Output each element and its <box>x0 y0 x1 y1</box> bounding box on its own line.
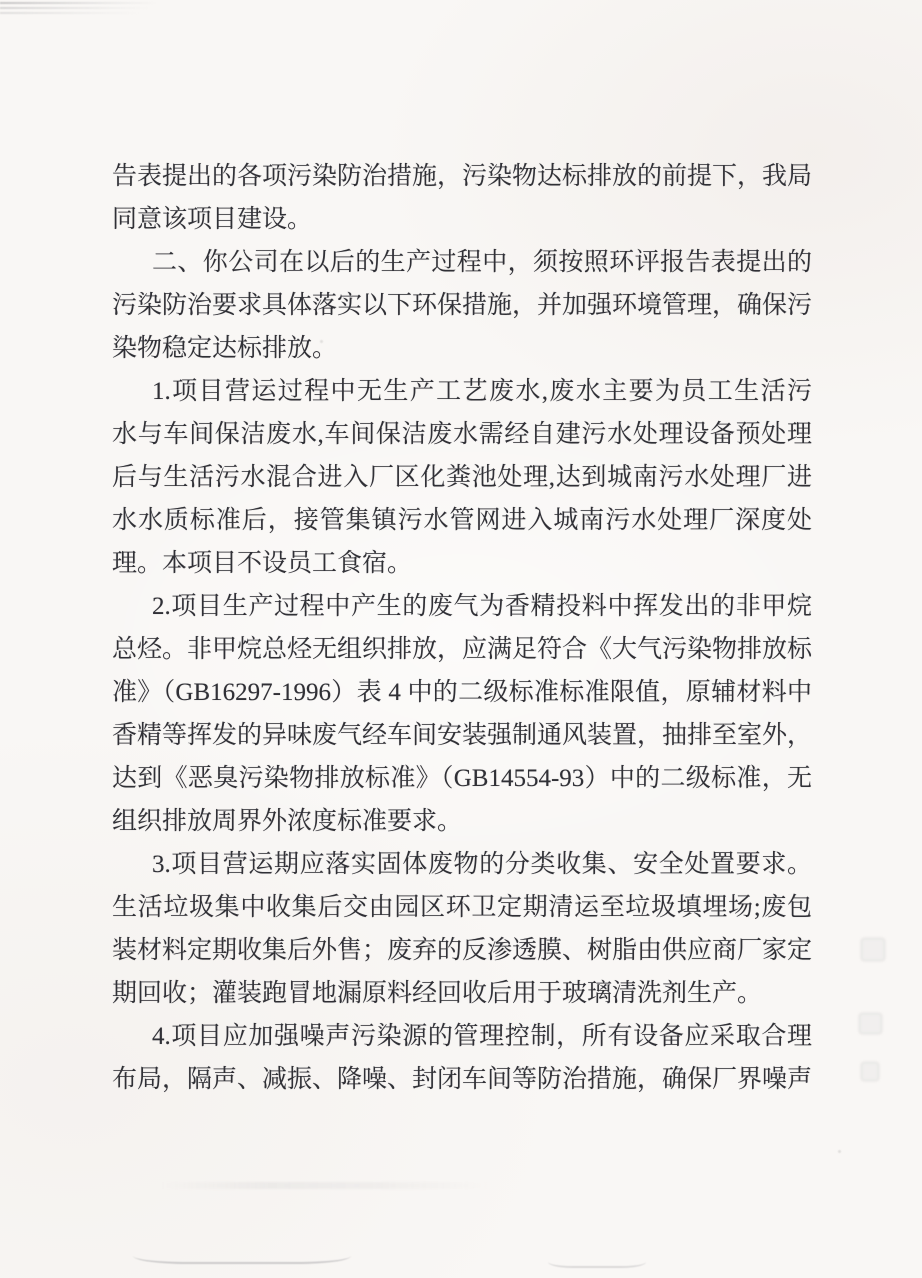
text-line: 同意该项目建设。 <box>112 206 313 233</box>
paragraph <box>112 241 812 370</box>
text-line: 装材料定期收集后外售；废弃的反渗透膜、树脂由供应商厂家定 <box>112 937 813 964</box>
paper-speck <box>838 1150 841 1153</box>
bleedthrough-mark <box>859 1013 882 1034</box>
scan-streak-artifact <box>0 0 160 18</box>
text-line: 1.项目营运过程中无生产工艺废水,废水主要为员工生活污 <box>152 378 812 405</box>
text-line: 准》（GB16297-1996）表 4 中的二级标准标准限值，原辅材料中 <box>112 679 812 706</box>
paper-speck <box>467 398 470 401</box>
text-line: 水水质标准后，接管集镇污水管网进入城南污水处理厂深度处 <box>112 507 812 534</box>
text-line: 二、你公司在以后的生产过程中，须按照环评报告表提出的 <box>152 249 812 276</box>
smudge-artifact <box>160 1182 490 1189</box>
document-text <box>112 155 812 1101</box>
text-line: 布局，隔声、减振、降噪、封闭车间等防治措施，确保厂界噪声 <box>112 1066 813 1093</box>
text-line: 总烃。非甲烷总烃无组织排放，应满足符合《大气污染物排放标 <box>112 636 813 663</box>
paragraph <box>112 585 812 843</box>
bleedthrough-mark <box>861 938 885 961</box>
text-line: 理。本项目不设员工食宿。 <box>112 550 413 577</box>
text-line: 告表提出的各项污染防治措施，污染物达标排放的前提下，我局 <box>112 163 813 190</box>
text-line: 4.项目应加强噪声污染源的管理控制，所有设备应采取合理 <box>152 1023 812 1050</box>
paragraph <box>112 155 812 241</box>
text-line: 水与车间保洁废水,车间保洁废水需经自建污水处理设备预处理 <box>112 421 812 448</box>
text-line: 3.项目营运期应落实固体废物的分类收集、安全处置要求。 <box>152 851 812 878</box>
pencil-line-artifact <box>548 1256 646 1268</box>
paragraph <box>112 370 812 585</box>
text-line: 香精等挥发的异味废气经车间安装强制通风装置，抽排至室外， <box>112 722 813 749</box>
text-line: 2.项目生产过程中产生的废气为香精投料中挥发出的非甲烷 <box>152 593 812 620</box>
text-line: 达到《恶臭污染物排放标准》（GB14554-93）中的二级标准，无 <box>112 765 812 792</box>
paper-speck <box>320 340 323 343</box>
text-line: 染物稳定达标排放。 <box>112 335 338 362</box>
pencil-line-artifact <box>133 1248 351 1264</box>
text-line: 组织排放周界外浓度标准要求。 <box>112 808 463 835</box>
paragraph <box>112 843 812 1015</box>
bleedthrough-mark <box>861 1062 879 1081</box>
paragraph <box>112 1015 812 1101</box>
text-line: 污染防治要求具体落实以下环保措施，并加强环境管理，确保污 <box>112 292 813 319</box>
text-line: 生活垃圾集中收集后交由园区环卫定期清运至垃圾填埋场;废包 <box>112 894 812 921</box>
text-line: 期回收；灌装跑冒地漏原料经回收后用于玻璃清洗剂生产。 <box>112 980 763 1007</box>
text-line: 后与生活污水混合进入厂区化粪池处理,达到城南污水处理厂进 <box>112 464 812 491</box>
